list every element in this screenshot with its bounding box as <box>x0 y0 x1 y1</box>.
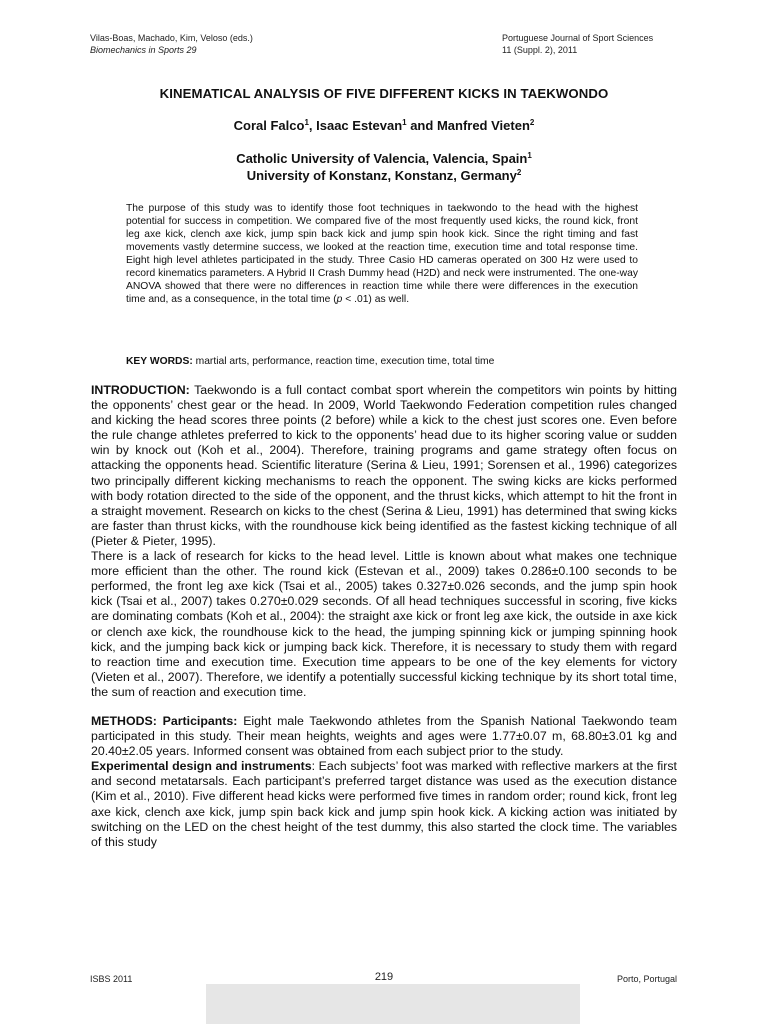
participants-text: Eight male Taekwondo athletes from the Spanish National Taekwondo team participated in this study. Their mean heights, weights and ages were 1.77±0.07 m, 68.80±3.01 kg and 20.40±2.05 years. Informed consent was obtained from each subject prior to the study. <box>91 713 677 759</box>
methods-paragraph <box>91 714 677 759</box>
editors-line: Vilas-Boas, Machado, Kim, Veloso (eds.) <box>90 33 253 43</box>
journal-line: Portuguese Journal of Sport Sciences <box>502 33 654 43</box>
author-list <box>0 118 768 133</box>
issue-line: 11 (Suppl. 2), 2011 <box>502 45 578 55</box>
introduction-heading: INTRODUCTION: <box>91 383 190 397</box>
author-affiliation-mark: 1 <box>304 118 309 127</box>
experimental-design-subheading: Experimental design and instruments <box>91 759 312 774</box>
abstract-text-end: < .01) as well. <box>342 293 410 305</box>
introduction-paragraph <box>91 383 677 549</box>
keywords <box>126 355 646 368</box>
affiliation-line <box>0 167 768 184</box>
author-affiliation-mark: 1 <box>402 118 407 127</box>
author-name: Isaac Estevan <box>316 118 403 133</box>
affiliation-mark: 2 <box>516 168 522 177</box>
participants-subheading: Participants: <box>156 713 238 728</box>
footer-location: Porto, Portugal <box>616 974 677 984</box>
author-name: Coral Falco <box>233 118 305 133</box>
page-number: 219 <box>374 971 394 983</box>
running-header-right <box>502 32 653 56</box>
author-separator: and <box>406 118 437 133</box>
abstract-p-symbol: p <box>336 293 343 305</box>
abstract <box>126 203 638 307</box>
affiliation-line <box>0 150 768 167</box>
footer-conference: ISBS 2011 <box>90 974 133 984</box>
keywords-text: martial arts, performance, reaction time, execution time, total time <box>192 356 495 367</box>
author-separator: , <box>308 118 317 133</box>
affiliation-name: Catholic University of Valencia, Valencia, Spain <box>236 151 528 166</box>
affiliation-name: University of Konstanz, Konstanz, Germany <box>246 168 517 183</box>
experimental-design-text: : Each subjects’ foot was marked with reflective markers at the first and second metatarsals. Each participant’s preferred target distance was used as the execution distance (Kim et al., 2010). Five different head kicks were performed five times in random order; round kick, front leg axe kick, clench axe kick, jump spin back kick and jump spin hook kick. A kicking action was initiated by switching on the LED on the chest height of the test dummy, this also started the clock time. The variables of this study <box>91 759 677 849</box>
paper-title: KINEMATICAL ANALYSIS OF FIVE DIFFERENT KICKS IN TAEKWONDO <box>159 86 609 101</box>
affiliation-block <box>0 150 768 184</box>
methods-paragraph-2 <box>91 759 677 850</box>
abstract-text: The purpose of this study was to identify those foot techniques in taekwondo to the head with the highest potential for success in competition. We compared five of the most frequently used kicks, the round kick, front leg axe kick, clench axe kick, jump spin back kick and jump spin hook kick. Since the right timing and fast movements vastly determine success, we looked at the reaction time, execution time and total response time. Eight high level athletes participated in the study. Three Casio HD cameras operated on 300 Hz were used to record kinematics parameters. A Hybrid II Crash Dummy head (H2D) and neck were instrumented. The one-way ANOVA showed that there were no differences in reaction time while there were differences in the execution time and, as a consequence, in the total time ( <box>126 203 638 305</box>
author-affiliation-mark: 2 <box>529 118 535 127</box>
viewer-overlay-bar <box>206 984 580 1024</box>
proceedings-line: Biomechanics in Sports 29 <box>90 45 197 55</box>
author-name: Manfred Vieten <box>436 118 530 133</box>
introduction-paragraph-2: There is a lack of research for kicks to the head level. Little is known about what makes one technique more efficient than the other. The round kick (Estevan et al., 2009) takes 0.286±0.100 seconds to be performed, the front leg axe kick (Tsai et al., 2005) takes 0.327±0.026 seconds, and the jump spin hook kick (Tsai et al., 2007) takes 0.270±0.029 seconds. Of all head techniques successful in scoring, five kicks are dominating combats (Koh et al., 2004): the straight axe kick or front leg axe kick, the outside in axe kick or clench axe kick, the roundhouse kick to the head, the jumping spinning kick or jumping spinning hook kick, and the jumping back kick or jumping back kick. Therefore, it is necessary to study them with regard to reaction time and execution time. Execution time appears to be one of the key elements for victory (Vieten et al., 2007). Therefore, we identify a potentially successful kicking technique by its short total time, the sum of reaction and execution time. <box>91 549 677 699</box>
affiliation-mark: 1 <box>527 151 532 160</box>
keywords-label: KEY WORDS: <box>126 356 193 367</box>
section-spacer <box>91 700 677 714</box>
running-header-left <box>90 32 253 56</box>
methods-heading: METHODS: <box>91 713 157 728</box>
introduction-text: Taekwondo is a full contact combat sport wherein the competitors win points by hitting the opponents’ chest gear or the head. In 2009, World Taekwondo Federation competition rules changed and kicking the head scores three points (2 before) while a kick to the chest just scores one. Even before the rule change athletes preferred to kick to the opponents’ head due to its higher scoring value or sudden win by knock out (Koh et al., 2004). Therefore, training programs and game strategy often focus on attacking the opponents head. Scientific literature (Serina & Lieu, 1991; Sorensen et al., 1996) categorizes two principally different kicking mechanisms to reach the opponent. The swing kicks are kicks performed with body rotation directed to the side of the opponent, and the thrust kicks, which attempt to hit the front in a straight movement. Research on kicks to the chest (Serina & Lieu, 1991) has determined that swing kicks are faster than thrust kicks, with the roundhouse kick being identified as the fastest kicking technique of all (Pieter & Pieter, 1995). <box>91 383 677 548</box>
body-text <box>91 383 677 850</box>
